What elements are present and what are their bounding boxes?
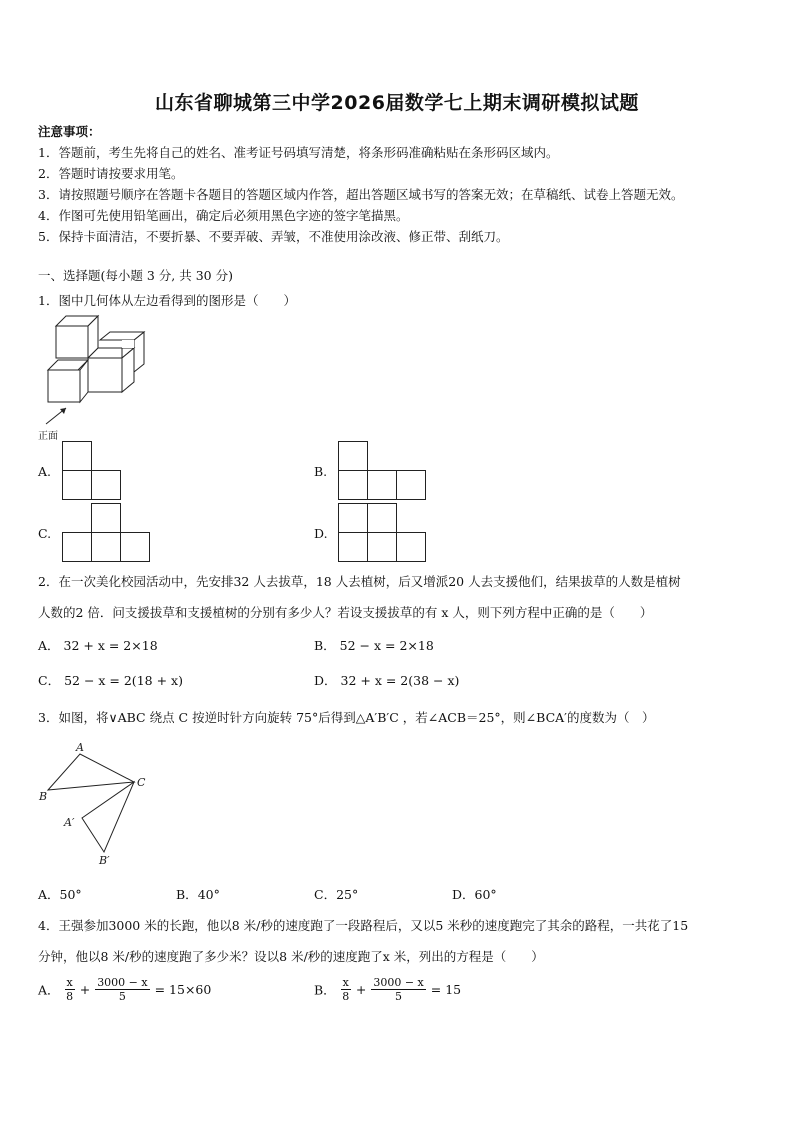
option-label: B．: [176, 887, 198, 902]
equation-rhs: = 15×60: [154, 982, 212, 997]
question-stem: 人数的2 倍．问支援拔草和支援植树的分别有多少人？若设支援拔草的有 x 人，则下列方程中正确的是（ ）: [38, 605, 653, 620]
option-label: B．: [314, 638, 336, 653]
option-label: D．: [314, 673, 337, 688]
point-c-label: C: [137, 776, 146, 789]
notice-item: 5．保持卡面清洁，不要折暴、不要弄破、弄皱，不准使用涂改液、修正带、刮纸刀。: [38, 229, 509, 244]
notice-item: 3．请按照题号顺序在答题卡各题目的答题区域内作答，超出答题区域书写的答案无效；在草稿纸、试卷上答题无效。: [38, 187, 684, 202]
option-label: D．: [452, 887, 475, 902]
fraction: [95, 976, 149, 1003]
denominator: 5: [118, 990, 126, 1003]
option-d[interactable]: [314, 671, 459, 689]
fraction: [65, 976, 75, 1003]
option-label: A．: [38, 638, 60, 653]
option-b[interactable]: [176, 885, 220, 903]
denominator: 5: [395, 990, 403, 1003]
point-a-prime-label: A′: [64, 816, 75, 829]
option-d-figure[interactable]: [338, 503, 428, 565]
option-expr: 52 − x = 2(18 + x): [64, 673, 183, 688]
denominator: 8: [66, 990, 74, 1003]
fraction: [341, 976, 351, 1003]
option-label: A.: [38, 464, 52, 479]
rotation-triangle-figure: [36, 740, 156, 868]
point-b-label: B: [39, 790, 48, 803]
option-b[interactable]: B． $\frac{x}{8}$ + $\frac{3000 - x}{5}$ = 15: [314, 976, 462, 1003]
point-b-prime-label: B′: [99, 854, 110, 867]
option-a[interactable]: A． $\frac{x}{8}$ + $\frac{3000 - x}{5}$ = 15×60: [38, 976, 212, 1003]
question-stem: 分钟，他以8 米/秒的速度跑了多少米？设以8 米/秒的速度跑了x 米，列出的方程是（ ）: [38, 949, 544, 964]
denominator: 8: [342, 990, 350, 1003]
numerator: 3000 − x: [373, 976, 424, 989]
option-label: A．: [38, 887, 60, 902]
option-value: 50°: [59, 887, 82, 902]
option-c-figure[interactable]: [62, 503, 152, 565]
option-expr: 32 + x = 2×18: [63, 638, 158, 653]
option-b-figure[interactable]: [338, 441, 428, 503]
page-title: 山东省聊城第三中学2026届数学七上期末调研模拟试题: [155, 92, 639, 114]
notice-item: 1．答题前，考生先将自己的姓名、准考证号码填写清楚，将条形码准确粘贴在条形码区域内。: [38, 145, 559, 160]
option-c[interactable]: [314, 885, 358, 903]
cube-solid-figure: [38, 312, 148, 440]
option-value: 25°: [336, 887, 359, 902]
option-expr: 52 − x = 2×18: [339, 638, 434, 653]
numerator: 3000 − x: [97, 976, 148, 989]
option-label: A．: [38, 982, 60, 998]
option-a[interactable]: [38, 885, 82, 903]
question-stem: 4．王强参加3000 米的长跑，他以8 米/秒的速度跑了一段路程后，又以5 米秒的速度跑完了其余的路程，一共花了15: [38, 918, 689, 933]
option-label: B．: [314, 982, 336, 998]
option-d[interactable]: [452, 885, 497, 903]
question-stem: 2．在一次美化校园活动中，先安排32 人去拔草，18 人去植树，后又增派20 人去支援他们，结果拔草的人数是植树: [38, 574, 681, 589]
option-value: 40°: [197, 887, 220, 902]
option-label: C．: [314, 887, 337, 902]
option-a[interactable]: [38, 636, 158, 654]
numerator: x: [342, 976, 349, 989]
notice-heading: 注意事项：: [38, 124, 101, 139]
numerator: x: [66, 976, 73, 989]
option-expr: 32 + x = 2(38 − x): [340, 673, 460, 688]
equation-rhs: = 15: [430, 982, 462, 997]
option-label: C．: [38, 673, 61, 688]
option-value: 60°: [474, 887, 497, 902]
option-b[interactable]: [314, 636, 434, 654]
option-a-figure[interactable]: [62, 441, 124, 503]
option-c[interactable]: [38, 671, 183, 689]
option-label: B.: [314, 464, 328, 479]
point-a-label: A: [76, 741, 84, 754]
notice-item: 4．作图可先使用铅笔画出，确定后必须用黑色字迹的签字笔描黑。: [38, 208, 409, 223]
option-label: C.: [38, 526, 52, 541]
option-label: D.: [314, 526, 328, 541]
question-stem: 3．如图，将∨ABC 绕点 C 按逆时针方向旋转 75°后得到△A′B′C ，若∠ACB＝25°，则∠BCA′的度数为（ ）: [38, 710, 655, 725]
section-heading: 一、选择题(每小题 3 分, 共 30 分): [38, 268, 233, 283]
fraction: [371, 976, 425, 1003]
front-label: 正面: [38, 431, 58, 442]
notice-item: 2．答题时请按要求用笔。: [38, 166, 184, 181]
question-stem: 1．图中几何体从左边看得到的图形是（ ）: [38, 293, 296, 308]
